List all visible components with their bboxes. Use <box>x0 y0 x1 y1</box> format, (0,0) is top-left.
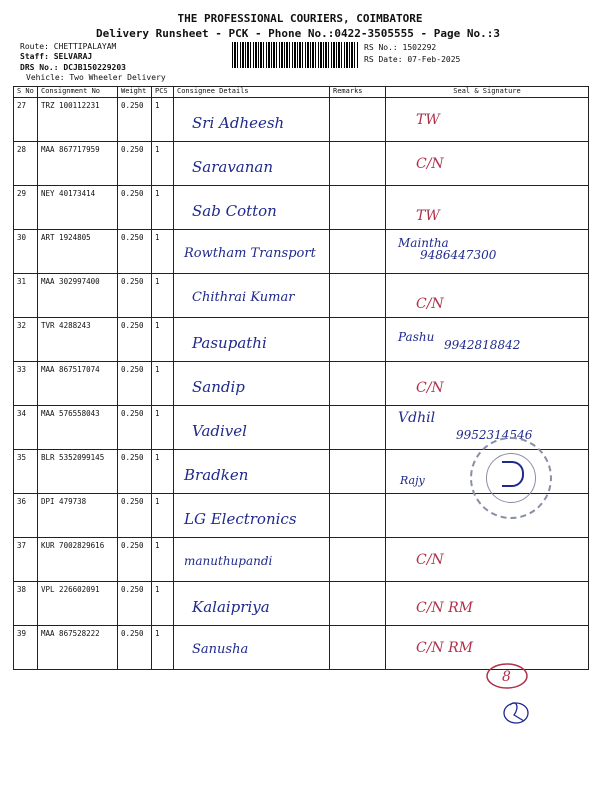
consignment-number: MAA 867528222 <box>38 626 118 670</box>
weight: 0.250 <box>118 538 152 582</box>
phone-handwriting: 9952314546 <box>456 428 533 442</box>
weight: 0.250 <box>118 362 152 406</box>
signature-cell <box>386 186 589 230</box>
pieces: 1 <box>152 230 174 274</box>
consignment-number: VPL 226602091 <box>38 582 118 626</box>
consignment-number: BLR 5352099145 <box>38 450 118 494</box>
signature-handwriting: Maintha <box>398 236 449 250</box>
consignee-cell <box>174 538 330 582</box>
table-row <box>14 98 589 142</box>
signature-cell <box>386 318 589 362</box>
weight: 0.250 <box>118 626 152 670</box>
remarks-cell <box>330 230 386 274</box>
serial-number: 36 <box>14 494 38 538</box>
signature-handwriting: C/N <box>416 552 444 568</box>
consignment-number: DPI 479738 <box>38 494 118 538</box>
remarks-cell <box>330 450 386 494</box>
signature-cell <box>386 230 589 274</box>
signature-cell <box>386 362 589 406</box>
signature-handwriting: C/N RM <box>416 600 474 616</box>
consignee-handwriting: Rowtham Transport <box>184 246 316 261</box>
phone-handwriting: 9942818842 <box>444 338 521 352</box>
circled-number: 8 <box>502 669 511 685</box>
signature-cell <box>386 538 589 582</box>
staff-label: Staff: SELVARAJ <box>20 52 93 61</box>
consignee-handwriting: Pasupathi <box>192 334 267 352</box>
pieces: 1 <box>152 450 174 494</box>
pieces: 1 <box>152 406 174 450</box>
weight: 0.250 <box>118 450 152 494</box>
consignee-cell <box>174 186 330 230</box>
signature-cell <box>386 582 589 626</box>
weight: 0.250 <box>118 582 152 626</box>
remarks-cell <box>330 98 386 142</box>
table-row <box>14 362 589 406</box>
consignment-number: MAA 302997400 <box>38 274 118 318</box>
signature-handwriting: TW <box>416 112 440 128</box>
column-header: Consignment No <box>38 87 118 98</box>
consignee-cell <box>174 494 330 538</box>
serial-number: 39 <box>14 626 38 670</box>
consignee-cell <box>174 98 330 142</box>
consignee-handwriting: Bradken <box>184 466 249 484</box>
consignee-cell <box>174 582 330 626</box>
pieces: 1 <box>152 626 174 670</box>
pieces: 1 <box>152 582 174 626</box>
signature-handwriting: TW <box>416 208 440 224</box>
consignee-cell <box>174 450 330 494</box>
circled-number-icon <box>480 655 560 735</box>
weight: 0.250 <box>118 274 152 318</box>
remarks-cell <box>330 274 386 318</box>
consignment-number: MAA 867717959 <box>38 142 118 186</box>
consignee-handwriting: Vadivel <box>192 422 247 440</box>
column-header: Remarks <box>330 87 386 98</box>
pieces: 1 <box>152 274 174 318</box>
consignee-handwriting: Sab Cotton <box>192 202 277 220</box>
consignee-handwriting: Saravanan <box>192 158 274 176</box>
consignment-number: TRZ 100112231 <box>38 98 118 142</box>
table-row <box>14 274 589 318</box>
weight: 0.250 <box>118 98 152 142</box>
signature-handwriting: C/N <box>416 156 444 172</box>
consignee-cell <box>174 230 330 274</box>
consignee-cell <box>174 362 330 406</box>
column-header: S No <box>14 87 38 98</box>
table-header-row <box>14 87 589 98</box>
column-header: PCS <box>152 87 174 98</box>
drs-number: DRS No.: DCJB150229203 <box>20 63 126 72</box>
document-title: THE PROFESSIONAL COURIERS, COIMBATORE <box>177 12 423 25</box>
remarks-cell <box>330 494 386 538</box>
weight: 0.250 <box>118 186 152 230</box>
remarks-cell <box>330 406 386 450</box>
pieces: 1 <box>152 538 174 582</box>
weight: 0.250 <box>118 230 152 274</box>
signature-handwriting: C/N <box>416 296 444 312</box>
serial-number: 32 <box>14 318 38 362</box>
serial-number: 35 <box>14 450 38 494</box>
signature-cell <box>386 98 589 142</box>
signature-cell <box>386 142 589 186</box>
signature-handwriting: C/N RM <box>416 640 474 656</box>
table-row <box>14 230 589 274</box>
phone-handwriting: 9486447300 <box>420 248 497 262</box>
column-header: Consignee Details <box>174 87 330 98</box>
column-header: Weight <box>118 87 152 98</box>
document-subtitle: Delivery Runsheet - PCK - Phone No.:0422-3505555 - Page No.:3 <box>96 27 500 40</box>
table-row <box>14 186 589 230</box>
weight: 0.250 <box>118 318 152 362</box>
signature-handwriting: C/N <box>416 380 444 396</box>
consignee-handwriting: Sri Adheesh <box>192 114 285 132</box>
pieces: 1 <box>152 318 174 362</box>
consignee-handwriting: Sanusha <box>192 642 249 657</box>
serial-number: 28 <box>14 142 38 186</box>
route-label: Route: CHETTIPALAYAM <box>20 42 117 51</box>
pieces: 1 <box>152 186 174 230</box>
weight: 0.250 <box>118 406 152 450</box>
pieces: 1 <box>152 362 174 406</box>
signature-handwriting: Vdhil <box>398 410 436 426</box>
signature-handwriting: Pashu <box>398 330 435 344</box>
weight: 0.250 <box>118 142 152 186</box>
weight: 0.250 <box>118 494 152 538</box>
consignee-cell <box>174 274 330 318</box>
signature-handwriting: Rajy <box>400 474 425 487</box>
pieces: 1 <box>152 142 174 186</box>
serial-number: 31 <box>14 274 38 318</box>
serial-number: 34 <box>14 406 38 450</box>
consignment-number: MAA 576558043 <box>38 406 118 450</box>
blue-scribble-stroke <box>510 703 524 721</box>
consignee-handwriting: Kalaipriya <box>192 598 270 616</box>
consignment-number: ART 1924805 <box>38 230 118 274</box>
remarks-cell <box>330 318 386 362</box>
column-header: Seal & Signature <box>386 87 589 98</box>
signature-cell <box>386 406 589 450</box>
consignment-number: TVR 4288243 <box>38 318 118 362</box>
table-row <box>14 142 589 186</box>
seal-mark <box>502 461 524 487</box>
serial-number: 33 <box>14 362 38 406</box>
table-row <box>14 318 589 362</box>
serial-number: 38 <box>14 582 38 626</box>
runsheet-table <box>13 86 589 670</box>
rs-number: RS No.: 1502292 <box>364 43 437 52</box>
consignment-number: MAA 867517074 <box>38 362 118 406</box>
consignee-handwriting: LG Electronics <box>184 510 297 528</box>
serial-number: 30 <box>14 230 38 274</box>
vehicle-label: Vehicle: Two Wheeler Delivery <box>26 73 166 82</box>
remarks-cell <box>330 186 386 230</box>
consignee-cell <box>174 142 330 186</box>
consignee-cell <box>174 318 330 362</box>
remarks-cell <box>330 538 386 582</box>
serial-number: 37 <box>14 538 38 582</box>
table-row <box>14 538 589 582</box>
table-row <box>14 582 589 626</box>
consignee-handwriting: manuthupandi <box>184 554 273 568</box>
serial-number: 27 <box>14 98 38 142</box>
remarks-cell <box>330 142 386 186</box>
remarks-cell <box>330 582 386 626</box>
consignee-handwriting: Chithrai Kumar <box>192 290 295 305</box>
consignment-number: NEY 40173414 <box>38 186 118 230</box>
serial-number: 29 <box>14 186 38 230</box>
consignee-cell <box>174 626 330 670</box>
pieces: 1 <box>152 494 174 538</box>
rs-date: RS Date: 07-Feb-2025 <box>364 55 461 64</box>
consignee-cell <box>174 406 330 450</box>
barcode-icon <box>232 42 358 68</box>
remarks-cell <box>330 362 386 406</box>
consignment-number: KUR 7002829616 <box>38 538 118 582</box>
remarks-cell <box>330 626 386 670</box>
pieces: 1 <box>152 98 174 142</box>
signature-cell <box>386 274 589 318</box>
consignee-handwriting: Sandip <box>192 378 245 396</box>
company-seal-icon <box>470 437 552 519</box>
